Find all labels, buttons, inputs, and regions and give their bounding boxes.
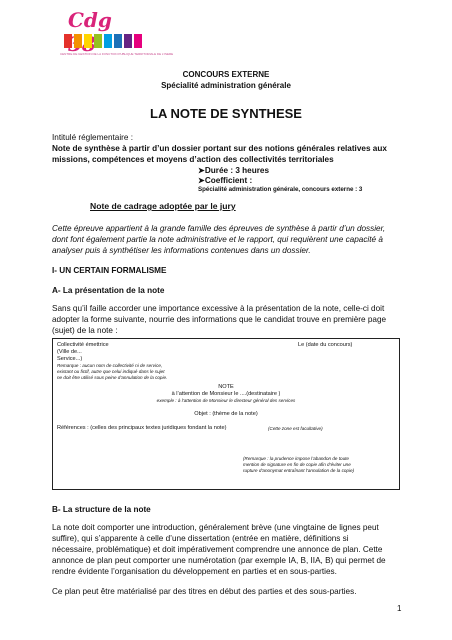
box-prudence-line1: (Remarque : la prudence impose l’abandon de toute (243, 456, 349, 461)
section-b-line2: suffire), qui s’apparente à celle d’une dissertation (entrée en matière, définitions si (52, 534, 349, 543)
section-b-line5: rendre évidente l’organisation du développement en parties et en sous-parties. (52, 567, 337, 576)
exam-type: CONCOURS EXTERNE (182, 70, 270, 79)
logo-figure (64, 34, 72, 48)
section-b-line1: La note doit comporter une introduction, généralement brève (une vingtaine de lignes peut (52, 523, 379, 532)
box-date: Le (date du concours) (298, 342, 353, 348)
logo-figure (94, 34, 102, 48)
section-b-line3: nécessaire, problématique) et doit impérativement comprendre une annonce de plan. Cette (52, 545, 383, 554)
box-references: Références : (celles des principaux textes juridiques fondant la note) (57, 425, 227, 431)
logo-figure (114, 34, 122, 48)
logo-figures (64, 34, 142, 50)
section-b-plan: Ce plan peut être matérialisé par des titres en début des parties et des sous-parties. (52, 587, 357, 596)
logo-figure (104, 34, 112, 48)
box-remark-line1: Remarque : aucun nom de collectivité ni de service, (57, 363, 163, 368)
box-prudence-line2: mention de signature en fin de copie afin d’éviter une (243, 462, 351, 467)
box-objet: Objet : (thème de la note) (194, 411, 258, 417)
box-note: NOTE (218, 384, 234, 390)
intro-label: Intitulé réglementaire : (52, 133, 134, 142)
cadrage-line2: dont font également partie la note administrative et le rapport, qui requièrent une capacité à (52, 235, 383, 244)
page-title: LA NOTE DE SYNTHESE (150, 106, 302, 121)
section-a-line3: (sujet) de la note : (52, 326, 118, 335)
box-collectivite: Collectivité émettrice (57, 342, 109, 348)
box-attention: à l’attention de Monsieur le ....(destinataire ) (171, 391, 281, 397)
section-a-line2: adopter la forme suivante, nourrie des informations que le candidat trouve en première page (52, 315, 387, 324)
cadrage-line1: Cette épreuve appartient à la grande famille des épreuves de synthèse à partir d’un dossier, (52, 224, 386, 233)
box-remark-line3: ne doit être utilisé sous peine d’annulation de la copie. (57, 375, 168, 380)
box-remark-line2: existant ou fictif, autre que celui indiqué dans le sujet (57, 369, 165, 374)
subsection-a-heading: A- La présentation de la note (52, 286, 165, 295)
logo-figure (134, 34, 142, 48)
section-a-line1: Sans qu’il faille accorder une importance excessive à la présentation de la note, celle-ci doit (52, 304, 385, 313)
cadrage-heading: Note de cadrage adoptée par le jury (90, 201, 236, 211)
subsection-b-heading: B- La structure de la note (52, 505, 151, 514)
intro-desc-line1: Note de synthèse à partir d’un dossier portant sur des notions générales relatives aux (52, 144, 387, 153)
logo-text: Cdg (68, 8, 112, 32)
box-prudence-line3: rupture d’anonymat entraînant l’annulation de la copie) (243, 468, 355, 473)
section-b-line4: annonce de plan peut comporter une numérotation (par exemple IA, B, IIA, B) qui permet de (52, 556, 386, 565)
note-template-box (52, 338, 400, 490)
page-number: 1 (397, 604, 402, 613)
logo-caption: CENTRE DE GESTION DE LA FONCTION PUBLIQUE TERRITORIALE DE L'ISERE (60, 52, 174, 56)
box-facultative: (Cette zone est facultative) (268, 426, 323, 431)
cdg38-logo (60, 8, 174, 60)
section1-heading: I- UN CERTAIN FORMALISME (52, 266, 167, 275)
logo-figure (74, 34, 82, 48)
coefficient-detail: Spécialité administration générale, concours externe : 3 (198, 186, 363, 193)
specialty: Spécialité administration générale (161, 81, 291, 90)
intro-desc-line2: missions, compétences et moyens d’action des collectivités territoriales (52, 155, 334, 164)
coefficient: ➤Coefficient : (198, 176, 253, 185)
logo-figure (124, 34, 132, 48)
box-service: Service...) (57, 356, 83, 362)
box-exemple: exemple : à l’attention de Monsieur le directeur général des services (156, 398, 296, 403)
logo-figure (84, 34, 92, 48)
cadrage-line3: analyser puis à synthétiser les informations contenues dans un dossier. (52, 246, 311, 255)
box-ville: (Ville de... (57, 349, 82, 355)
duration: ➤Durée : 3 heures (198, 166, 270, 175)
